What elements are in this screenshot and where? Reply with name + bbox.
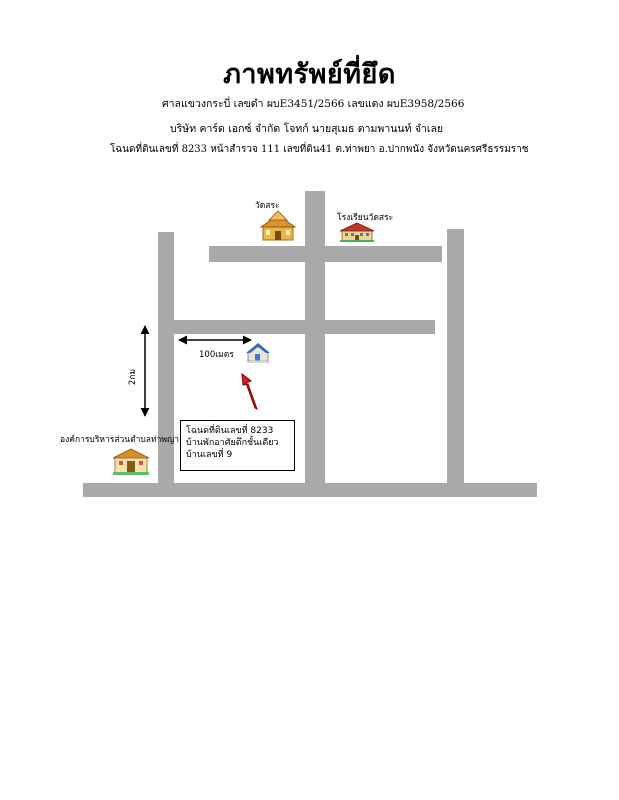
page-title: ภาพทรัพย์ที่ยึด [223, 59, 396, 90]
distance-vertical-label: 2กม [128, 368, 139, 386]
school-label: โรงเรียนวัดสระ [337, 213, 394, 223]
property-house-type: บ้านพักอาศัยตึกชั้นเดียว [186, 438, 279, 448]
temple-label: วัดสระ [255, 201, 280, 211]
property-deed-number: โฉนดที่ดินเลขที่ 8233 [186, 426, 274, 436]
property-house-number: บ้านเลขที่ 9 [186, 450, 233, 460]
parties-line: บริษัท คาร์ด เอกซ์ จำกัด โจทก์ นายสุเมธ ตามพานนท์ จำเลย [170, 123, 444, 135]
admin-office-label: องค์การบริหารส่วนตำบลท่าพญา [60, 435, 179, 445]
deed-location-line: โฉนดที่ดินเลขที่ 8233 หน้าสำรวจ 111 เลขที่ดิน41 ต.ท่าพยา อ.ปากพนัง จังหวัดนครศรีธรรมราช [110, 144, 529, 155]
red-arrow-icon [242, 374, 257, 409]
distance-horizontal-label: 100เมตร [199, 350, 234, 360]
court-case-line: ศาลแขวงกระบี่ เลขดำ ผบE3451/2566 เลขแดง ผบE3958/2566 [162, 98, 465, 110]
